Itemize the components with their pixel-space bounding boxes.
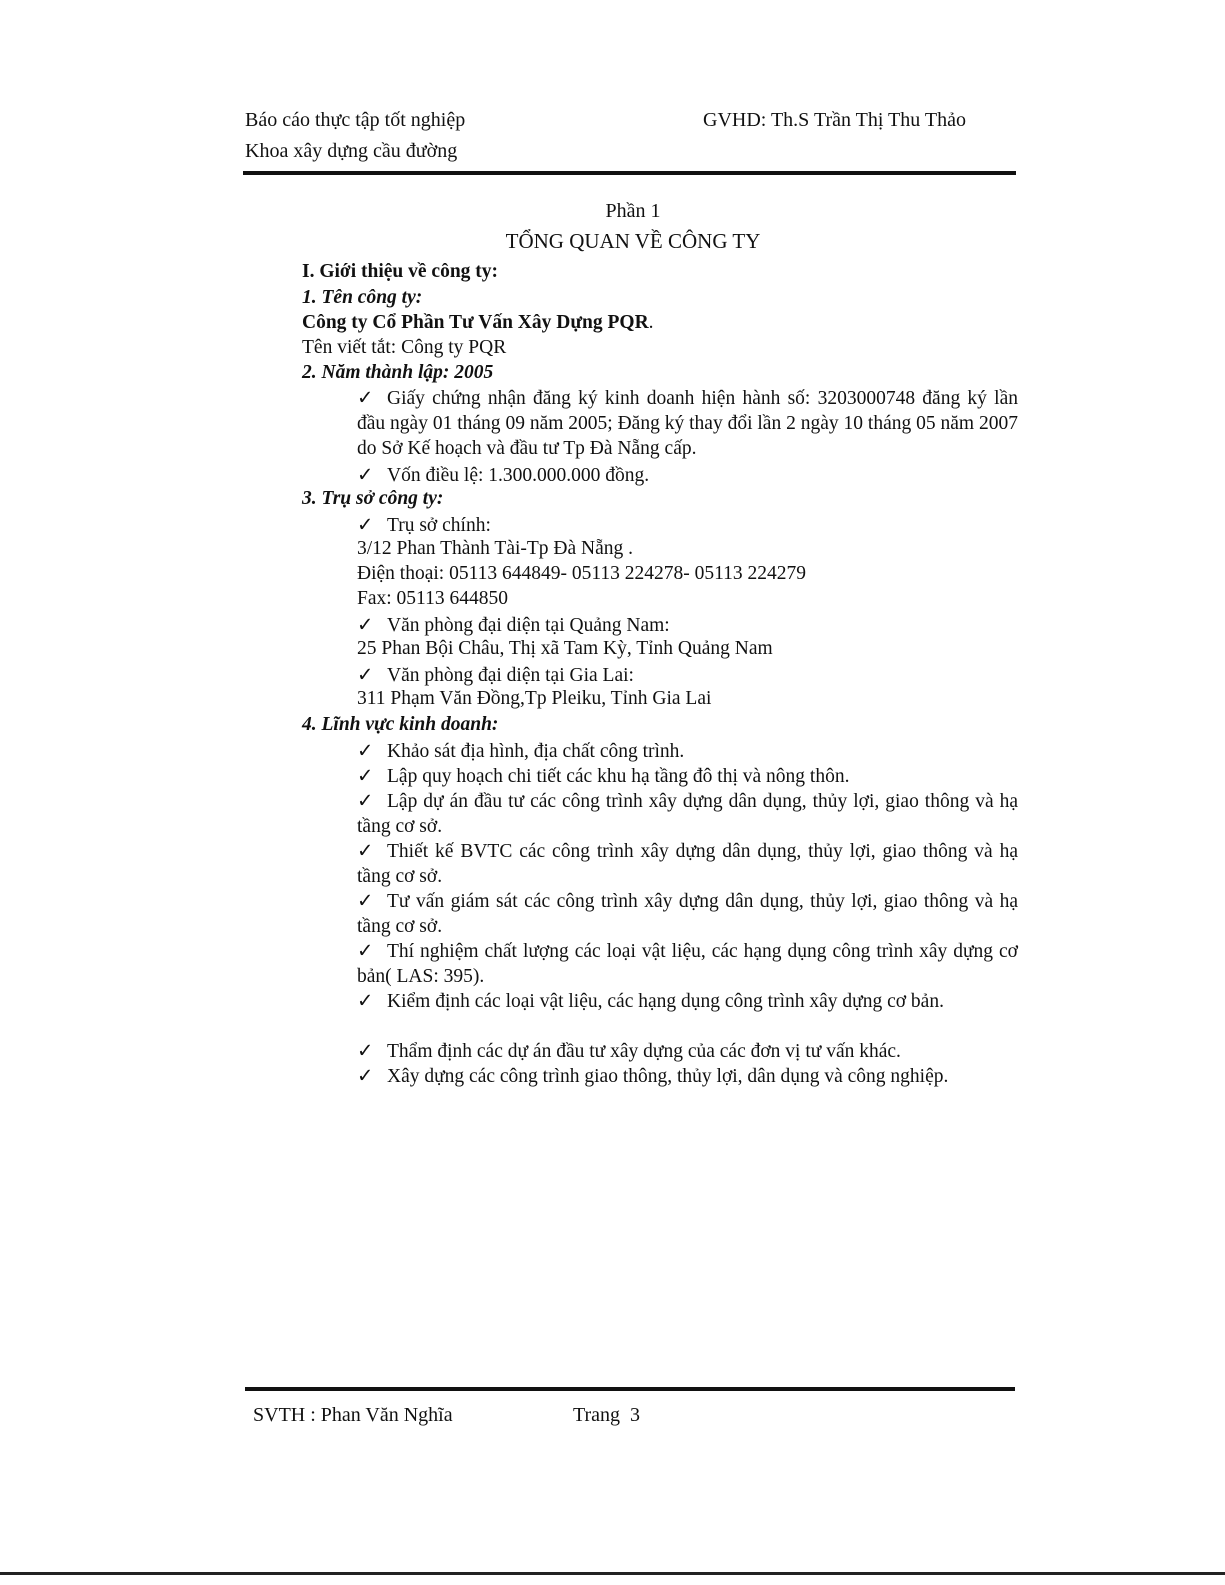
header-rule <box>243 171 1016 175</box>
hq-address: 3/12 Phan Thành Tài-Tp Đà Nẵng . <box>357 538 634 559</box>
gl-office-label: ✓ Văn phòng đại diện tại Gia Lai: <box>357 665 634 686</box>
check-icon: ✓ <box>357 841 374 862</box>
check-icon: ✓ <box>357 665 374 686</box>
business-item: ✓ Thẩm định các dự án đầu tư xây dựng của các đơn vị tư vấn khác. <box>357 1041 901 1062</box>
qn-office-label: ✓ Văn phòng đại diện tại Quảng Nam: <box>357 615 670 636</box>
check-icon: ✓ <box>357 741 374 762</box>
business-item: ✓ Kiểm định các loại vật liệu, các hạng dụng công trình xây dựng cơ bản. <box>357 991 944 1012</box>
page-number: Trang 3 <box>573 1404 641 1426</box>
part-number: Phần 1 <box>605 200 661 222</box>
page-title: TỔNG QUAN VỀ CÔNG TY <box>505 229 761 253</box>
footer-rule <box>245 1387 1015 1391</box>
header-advisor: GVHD: Th.S Trần Thị Thu Thảo <box>703 109 966 131</box>
company-name-heading: 1. Tên công ty: <box>302 287 423 308</box>
hq-fax: Fax: 05113 644850 <box>357 588 508 609</box>
gl-office-address: 311 Phạm Văn Đồng,Tp Pleiku, Tỉnh Gia Lai <box>357 688 712 709</box>
check-icon: ✓ <box>357 941 374 962</box>
company-name-period: . <box>648 312 654 333</box>
business-item: ✓ Thiết kế BVTC các công trình xây dựng dân dụng, thủy lợi, giao thông và hạ tầng cơ sở. <box>357 841 1018 887</box>
check-icon: ✓ <box>357 1041 374 1062</box>
business-item: ✓ Khảo sát địa hình, địa chất công trình. <box>357 741 685 762</box>
business-item: ✓ Tư vấn giám sát các công trình xây dựng dân dụng, thủy lợi, giao thông và hạ tầng cơ sở. <box>357 891 1018 937</box>
scan-edge-line <box>0 1572 1225 1575</box>
business-item: ✓ Thí nghiệm chất lượng các loại vật liệu, các hạng dụng công trình xây dựng cơ bản( LAS: 395). <box>357 941 1018 987</box>
short-name: Tên viết tắt: Công ty PQR <box>302 337 507 358</box>
header-faculty: Khoa xây dựng cầu đường <box>245 140 458 162</box>
check-icon: ✓ <box>357 791 374 812</box>
check-icon: ✓ <box>357 515 374 536</box>
business-item: ✓ Lập quy hoạch chi tiết các khu hạ tầng đô thị và nông thôn. <box>357 766 850 787</box>
check-icon: ✓ <box>357 891 374 912</box>
check-icon: ✓ <box>357 615 374 636</box>
check-icon: ✓ <box>357 1066 374 1087</box>
hq-main-label: ✓ Trụ sở chính: <box>357 515 491 536</box>
check-icon: ✓ <box>357 388 374 409</box>
founded-item-2: ✓ Vốn điều lệ: 1.300.000.000 đồng. <box>357 465 650 486</box>
section-heading: I. Giới thiệu về công ty: <box>302 261 499 282</box>
check-icon: ✓ <box>357 766 374 787</box>
business-heading: 4. Lĩnh vực kinh doanh: <box>302 714 499 735</box>
founded-heading: 2. Năm thành lập: 2005 <box>302 362 494 383</box>
founded-item-1: ✓ Giấy chứng nhận đăng ký kinh doanh hiện hành số: 3203000748 đăng ký lần đầu ngày 01 tháng 09 năm 2005; Đăng ký thay đổi lần 2 ngày 10 tháng 05 năm 2007 do Sở Kế hoạch và đầu tư Tp Đà Nẵng cấp. <box>357 388 1018 459</box>
check-icon: ✓ <box>357 465 374 486</box>
footer-student: SVTH : Phan Văn Nghĩa <box>253 1404 453 1426</box>
header-report-title: Báo cáo thực tập tốt nghiệp <box>245 109 466 131</box>
hq-heading: 3. Trụ sở công ty: <box>302 488 444 509</box>
company-name <box>302 312 654 334</box>
qn-office-address: 25 Phan Bội Châu, Thị xã Tam Kỳ, Tỉnh Quảng Nam <box>357 638 773 659</box>
business-item: ✓ Lập dự án đầu tư các công trình xây dựng dân dụng, thủy lợi, giao thông và hạ tầng cơ sở. <box>357 791 1018 837</box>
company-name-text: Công ty Cổ Phần Tư Vấn Xây Dựng PQR <box>302 312 649 333</box>
business-item: ✓ Xây dựng các công trình giao thông, thủy lợi, dân dụng và công nghiệp. <box>357 1066 949 1087</box>
check-icon: ✓ <box>357 991 374 1012</box>
hq-phone: Điện thoại: 05113 644849- 05113 224278- 05113 224279 <box>357 563 807 584</box>
